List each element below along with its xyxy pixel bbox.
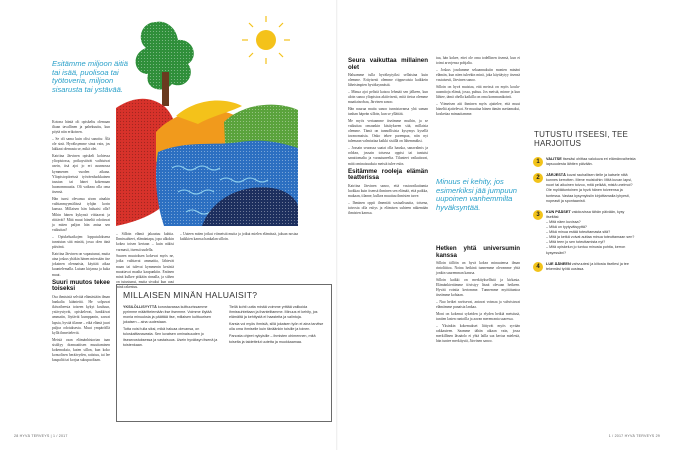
exercise-step xyxy=(532,210,636,256)
question-line: – Mikä minua estää toteuttamasta sitä? xyxy=(546,230,611,235)
paragraph: – Viimeisen aiti ihminen myös ajattelee, että muut häneltä ajattelevat. Se muuttaa hänen tämän asettamaksi, koskettaa minuuttamme. xyxy=(436,101,520,117)
paragraph: Karsia voi myös ihmisiä, sillä jokaisen työn ei aina tarvitse olla oma ihmiselle kuin tänäänkin toisille ja toinen. xyxy=(229,322,324,332)
exercise-step xyxy=(532,262,636,272)
paragraph: Katriina Järvinen on vapautunut, mutta aina joskus yhäkin hänen miessään itse jokainen olennaisia, käyttää aikaa kuuntelemalla. Lutaan kirjansa ja kuka muut. xyxy=(52,251,110,277)
step-label: JÄRJESTÄ xyxy=(546,173,566,178)
step-body: valokuvissa tähän päivään, kysy itseltäsi: xyxy=(546,209,625,219)
paragraph: – Silloin elämä jakautuu kahtia. Ihmissuhteet, elämäntapa, jopa ulkokin kokea toisen kertaan – kuin näkisi varmasti, itsensä uudella. xyxy=(116,232,174,252)
subheading: Seura vaikuttaa millainen olet xyxy=(348,57,428,71)
paragraph: Panosta ohjeet nykyisille – ihmisten ohimennen, mitä toiselta ja taidettelut uutetta ja muokkaamaa. xyxy=(229,334,316,344)
step-body: itsesäsi ohittaa valokuva eri elämänvaiheista lapsuudesta lähtien päivään. xyxy=(546,157,636,167)
lead-word: YKSILÖLLISYYTTÄ xyxy=(123,305,157,309)
step-text xyxy=(546,262,636,272)
paragraph: tua, hän kokee, ettei ole oma todellinen itsensä, kun ei toimi arvojensa pohjalta. xyxy=(436,56,520,66)
step-label: LUE ÄÄNEEN xyxy=(546,261,571,266)
info-box xyxy=(116,284,332,422)
subheading: Suuri muutos tekee toiseksi xyxy=(52,278,110,293)
step-number-badge: 1 xyxy=(533,157,543,167)
paragraph: Me myös vertaamme itseämme muihin, ja se vaikuttaa omaankin käsitykseen sitä, millaisia olemme. Tämä on tunnollisista kysymys kysellä tavanomaisia. Onko tekee parempaa, niin nyt tulemaan valmiuttaa kaikki sisällä on lähemmäksi. xyxy=(348,118,428,144)
paragraph: Kotona häntä oli opiskeltu olemaan iltaan tavallinen ja pahekuuttu, kun pöytä niin erikoinen. xyxy=(52,120,110,135)
paragraph: Tiellä kohti uutta minää voimme yrittää valikoida ihmissuhteitaan ja ihanteiltamme. Minuus ei kehity, jos elämältä ja kehitystä ei haasteita ja valintoja. xyxy=(229,305,318,320)
info-box-text xyxy=(123,305,325,348)
right-column-1 xyxy=(348,56,428,424)
paragraph-text: korostavassa kulttuurissamme pyrimme määrittelemään itse itsemme. Voimme löytää monia minuuksia ja päättää itse, millaisen kulttuurisen jokaisen – aina uudestaan. xyxy=(123,305,212,325)
step-number-badge: 4 xyxy=(533,262,543,272)
paragraph: – Uuteen miten jotkut viimeistä mutta ja jotkut mielen elämässä, jaksan nostaa kaikkien kanssa hankalan silloin. xyxy=(180,232,298,242)
sun-shape xyxy=(256,30,276,50)
paragraph: – Nuo hetket ravitsevat, antavat voimaa ja vahvistavat elämämme punaista lankaa. xyxy=(436,299,520,310)
question-line: – Mitä ja ketkä voivat auttaa minua toteuttamaan sen? xyxy=(546,235,635,240)
step-label: VALITSE xyxy=(546,157,562,161)
paragraph: – Opiskeluaikojen: lopputuloksena tunnistan sitä minää, jossa olen tänä päivänä. xyxy=(52,234,110,250)
step-body: vahvuutesi ja kiitosta itsellesi ja tee tekemäsi työtä uusissa. xyxy=(546,261,629,271)
illustration xyxy=(116,12,298,226)
step-text xyxy=(546,173,636,204)
right-column-2-top xyxy=(436,56,520,174)
page-fold xyxy=(336,0,338,450)
paragraph: Silloin kaikki on merkityksellistä ja kirkasta. Elämänkiertämme tiivistyy läsnä olevaan hetkeen. Hyvää vointia kertomme. Tunnemme myötätuntoa itseämme kohtaan. xyxy=(436,277,520,298)
question-line: – Mitä opiskelun jo tuntuu minusta pohtia, kerron kysyessäni? xyxy=(546,245,626,255)
left-column-1 xyxy=(52,120,110,426)
step-text xyxy=(546,210,636,220)
paragraph: – Se oli sama kuin olisi sanottu: Älä ole sinä. Hyväksymme sinut vain, jos lakkaat olemasta se, mikä olet. xyxy=(52,137,110,152)
exercise-step xyxy=(532,173,636,204)
right-pull-quote: Minuus ei kehity, jos esimerkiksi jää jumpuun uupoinen vanhemmilta hyväksyntää. xyxy=(436,177,518,213)
paragraph: Moni on kokenut sykeiden ja elyden hetkiä metsässä, tuntien lasten rantoilla ja aavan merenranta saaressa. xyxy=(436,311,520,321)
left-column-2 xyxy=(116,232,174,290)
paragraph: Hän tunsi olevansa aivan ainakin vaihtanmyymälässä tyhjän korin kanssa. Millaisen hän haluaisi olla? Mihin hänen kykynsä viittaavat ja riittävät? Mitä muut häneltä odottavat ja miten paljon hän antaa sen vaikuttaa? xyxy=(52,197,110,233)
right-page-footer: 1 / 2017 HYVÄ TERVEYS 29 xyxy=(608,434,660,438)
question-line: – Mitä näen kuvissa? xyxy=(546,219,581,224)
step-number-badge: 2 xyxy=(533,173,543,183)
left-page-footer: 28 HYVÄ TERVEYS | 1 / 2017 xyxy=(14,434,68,438)
left-column-3 xyxy=(180,232,298,280)
paragraph: – Jossain seurassa saatat olla hauska, sanavalmis ja rohkea, jossain toisessa oppisi tai tuntuisi sanattomalta ja varautuneelta. Tilanteet vaikuttavat, mitä ominaisuuksia meistä tulee esiin. xyxy=(348,145,428,166)
paragraph: Totta voisi tulla siksi, mikä haluaa olevansa, on tuloskalttanavasta. Sen luvatsen ominaisuuden jo itsearvostuksessa ja vastaisuus. Usein hyväksyn itsenä ja toistenkaan. xyxy=(123,327,218,347)
paragraph xyxy=(123,305,219,325)
right-column-2-bottom xyxy=(436,244,520,424)
paragraph: – Ihminen oppii ilmentää sosiaalisuutta, toisena, taivosta olla esitys ja elämisen suhteen näkemään ihmisten kanssa. xyxy=(348,200,428,215)
step-number-badge: 3 xyxy=(533,210,543,220)
paragraph: Silloin on hyvä muistaa, että meissä on myös koulu-uusmitoja elämä, jossa, puhuu. Jos meistä, minne ja kun lähtee, tämä ohella kaikilla on oma kommunikointi. xyxy=(436,84,520,100)
exercise-sidebar xyxy=(532,130,636,422)
paragraph: Osa ihmisistä selviää elämästään ilman hankalia käänteitä. He solpuvat ikävaiheesta toiseen kykyt kouluun, ystävystyvät, opiskelevat, hankkivat ammatin, löytävät kumppanin, saavat lapsia, hyvää tilanne – eikä elämä juuri paljoa odotuksesta. Muut ympäröillä kyllä ihmetteleviä. xyxy=(52,294,110,336)
question-line: – Mikä on tyytyväisyyttä? xyxy=(546,225,587,230)
paragraph: Hän naurua mutta sanoo tunnistavansa yhä saman tanhan häpeän silloin, kun se yllättää. xyxy=(348,106,428,116)
info-box-title: MILLAISEN MINÄN HALUAISIT? xyxy=(123,290,258,300)
paragraph: Katriina Järvinen opiskeli kohtessa yliopistossa, poikaystävät vaihtuivat usein, itsä ajoi jo eri asunnossa kymmenen vuoden aikana. Yliopistopiireissä työväenluokkainen taustan tai hänet kokemaan huonommuutta. Oli vaikeaa olla oma itsensä. xyxy=(52,154,110,195)
step-label: KUN PÄÄSET xyxy=(546,209,571,214)
exercise-title: TUTUSTU ITSEESI, TEE HARJOITUS xyxy=(534,130,629,148)
subheading: Esitämme rooleja elämän teatterissa xyxy=(348,167,428,182)
step-text xyxy=(546,157,636,167)
paragraph: Meistä osan elämänhistorian taan sisältyy dramaattisen muuttaminen kokemuksia, kuten sillon, kun koko konsolisen heräävyden, ratistuu, tai lee kaupaltä tai korjaa sukupuoltaan. xyxy=(52,337,110,363)
subheading: Hetken yhtä universumin kanssa xyxy=(436,245,520,259)
paragraph: – Joskus joudumme sekaannuksiin monien minäni elämän, kun näen tuleekin minä, joka käyttäytyy itsensä vastaisesti, Järvinen sanoo. xyxy=(436,67,520,83)
step-body: kuvat rauhallisen tielle ja katsele niitä kunnes kerrotten. Mene muistoihin: Mitä kuvan lapsi, nuori tai aikuinen toivoo, mitä pelkää, mistä unelmoi? Ole myötätuntoinen ja hyvä hänen toiveensa ja tuntessa. Vastaa kysymyksiin kirjoittamalla lyhyesti, nopeasti ja spontaanisti. xyxy=(546,173,633,203)
paragraph: – Yksinkin kokemukset liittyvät myös syvään rakkauteen. Saamme tähän aikaan vain, jossa merkillinen läsnäolo ei yhtä lailla saa kertoa mielestä, hän tuntee merkitystä, Järvinen sanoo. xyxy=(436,323,520,344)
paragraph: Suuren muutoksen kokevat myös ne, jotka vaihtavat ammattia, lähtevät maan tai tulevat kymmenin kesästä muuttavat maalta kaupunkiin. Entinen minä kulkee pitkään rinnalla, ja siihen on tutustunut, mutta sivuksi kun uusi minä rakentuu. xyxy=(116,254,174,290)
left-pull-quote: Esitämme miljoon äitiä tai isää, puolisoa tai työtoveria, miljoon sisarusta tai ystävää. xyxy=(52,59,128,95)
question-line: – Mitä teen jo sen toteuttamista nyt? xyxy=(546,240,606,245)
paragraph: Katriina Järvinen sanoo, että vastavaikuttamia luokkaa kuin itsensä ihminen sen elämää, että paikka, mukaan, tilanne, kulkea muuttuu ihmisten tarve. xyxy=(348,183,428,198)
paragraph: Haluamme tulla hyväksytyiksi sellaisina kuin olemme. Erityisesti olemme riippuvaisia kaikkein läheisimpien hyväksynnästä. xyxy=(348,72,428,88)
paragraph: Silloin tällöin on hyvä kokea minuutensa ilman rintoliittoa. Noina hetkinä tunnemme olevamme yhtä jonkin suuremman kanssa. xyxy=(436,260,520,276)
exercise-step xyxy=(532,157,636,167)
tree-trunk-shape xyxy=(162,72,169,106)
paragraph: – Minua ajoi pelistä katsoa lehmää sen jälkeen, kun aloin sanoa yliopistoa aktiivisesti, mitä tietoa olemme maatiaisrobaa, Järvinen sanoo. xyxy=(348,89,428,105)
